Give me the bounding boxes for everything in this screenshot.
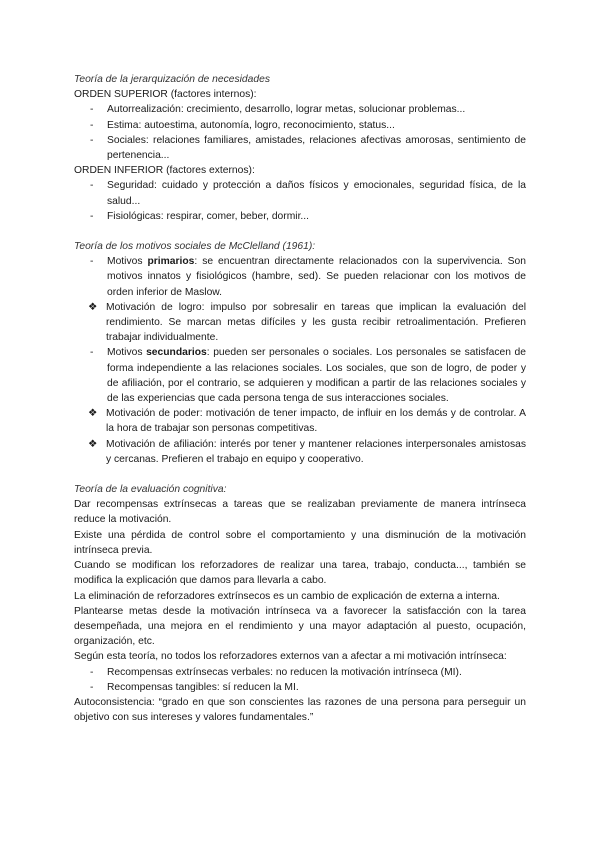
- orden-inferior-heading: ORDEN INFERIOR (factores externos):: [74, 165, 255, 177]
- bold-term: primarios: [147, 256, 195, 268]
- list-item: [74, 118, 526, 133]
- list-item: [74, 102, 526, 117]
- list-item-text: Motivos secundarios: pueden ser personales o sociales. Los personales se satisfacen de forma independiente a las relaciones sociales. Los sociales, que son de logro, de poder y de afiliación, por el contrario, se adquieren y modifican a partir de las relaciones sociales y de las experiencias que cada persona tenga de sus interacciones sociales.: [107, 347, 526, 405]
- list-item: [74, 437, 526, 467]
- paragraph: Plantearse metas desde la motivación intrínseca va a favorecer la satisfacción con la tarea desempeñada, una mejora en el rendimiento y una mayor adaptación al puesto, ocupación, organización, etc.: [74, 605, 526, 648]
- paragraph: Dar recompensas extrínsecas a tareas que se realizaban previamente de manera intrínseca reduce la motivación.: [74, 499, 526, 526]
- document-body: [74, 72, 526, 725]
- diamond-bullet-icon: ❖: [88, 301, 98, 313]
- bold-term: secundarios: [146, 347, 207, 359]
- list-item: [74, 133, 526, 163]
- diamond-bullet-icon: ❖: [88, 408, 98, 420]
- dash-bullet: -: [90, 347, 94, 359]
- dash-bullet: -: [90, 256, 94, 268]
- list-item: [74, 406, 526, 436]
- list-item-text: Recompensas extrínsecas verbales: no reducen la motivación intrínseca (MI).: [107, 666, 462, 678]
- list-item-text: Motivación de logro: impulso por sobresalir en tareas que implican la evaluación del rendimiento. Se marcan metas difíciles y les gusta recibir retroalimentación. Prefieren trabajar individualmente.: [106, 301, 526, 344]
- dash-bullet: -: [90, 104, 94, 116]
- dash-bullet: -: [90, 180, 94, 192]
- list-item: [74, 209, 526, 224]
- list-item: [74, 680, 526, 695]
- list-item: [74, 178, 526, 208]
- list-item-text: Motivación de afiliación: interés por tener y mantener relaciones interpersonales amistosas y cercanas. Prefieren el trabajo en equipo y cooperativo.: [106, 438, 526, 465]
- dash-bullet: -: [90, 119, 94, 131]
- list-item: [74, 665, 526, 680]
- section-title-mcclelland: Teoría de los motivos sociales de McClelland (1961):: [74, 241, 316, 253]
- dash-bullet: -: [90, 666, 94, 678]
- paragraph: Según esta teoría, no todos los reforzadores externos van a afectar a mi motivación intrínseca:: [74, 651, 507, 663]
- section-title-maslow: Teoría de la jerarquización de necesidades: [74, 74, 270, 85]
- dash-bullet: -: [90, 210, 94, 222]
- list-item-text: Recompensas tangibles: sí reducen la MI.: [107, 681, 299, 693]
- dash-bullet: -: [90, 134, 94, 146]
- list-item-text: Fisiológicas: respirar, comer, beber, dormir...: [107, 210, 310, 222]
- orden-superior-heading: ORDEN SUPERIOR (factores internos):: [74, 89, 257, 101]
- list-item: [74, 345, 526, 406]
- list-item-text: Motivos primarios: se encuentran directamente relacionados con la supervivencia. Son motivos innatos y fisiológicos (hambre, sed). Se pueden relacionar con los motivos de orden inferior de Maslow.: [107, 256, 526, 298]
- list-item-text: Motivación de poder: motivación de tener impacto, de influir en los demás y de controlar. A la hora de trabajar son personas competitivas.: [106, 408, 526, 435]
- paragraph: Existe una pérdida de control sobre el comportamiento y una disminución de la motivación intrínseca previa.: [74, 529, 526, 556]
- closing-paragraph: Autoconsistencia: “grado en que son conscientes las razones de una persona para perseguir un objetivo con sus intereses y valores fundamentales.”: [74, 696, 526, 724]
- paragraph: La eliminación de reforzadores extrínsecos es un cambio de explicación de externa a interna.: [74, 590, 500, 602]
- list-item-text: Estima: autoestima, autonomía, logro, reconocimiento, status...: [107, 119, 395, 131]
- diamond-bullet-icon: ❖: [88, 438, 98, 450]
- list-item-text: Sociales: relaciones familiares, amistades, relaciones afectivas amorosas, sentimiento de pertenencia...: [107, 134, 526, 162]
- list-item: [74, 254, 526, 300]
- list-item-text: Seguridad: cuidado y protección a daños físicos y emocionales, seguridad física, de la salud...: [107, 180, 526, 207]
- list-item-text: Autorrealización: crecimiento, desarrollo, lograr metas, solucionar problemas...: [107, 104, 466, 116]
- dash-bullet: -: [90, 681, 94, 693]
- section-title-evaluacion-cognitiva: Teoría de la evaluación cognitiva:: [74, 484, 227, 496]
- paragraph: Cuando se modifican los reforzadores de realizar una tarea, trabajo, conducta..., también se modifica la explicación que damos para llevarla a cabo.: [74, 560, 526, 587]
- list-item: [74, 300, 526, 346]
